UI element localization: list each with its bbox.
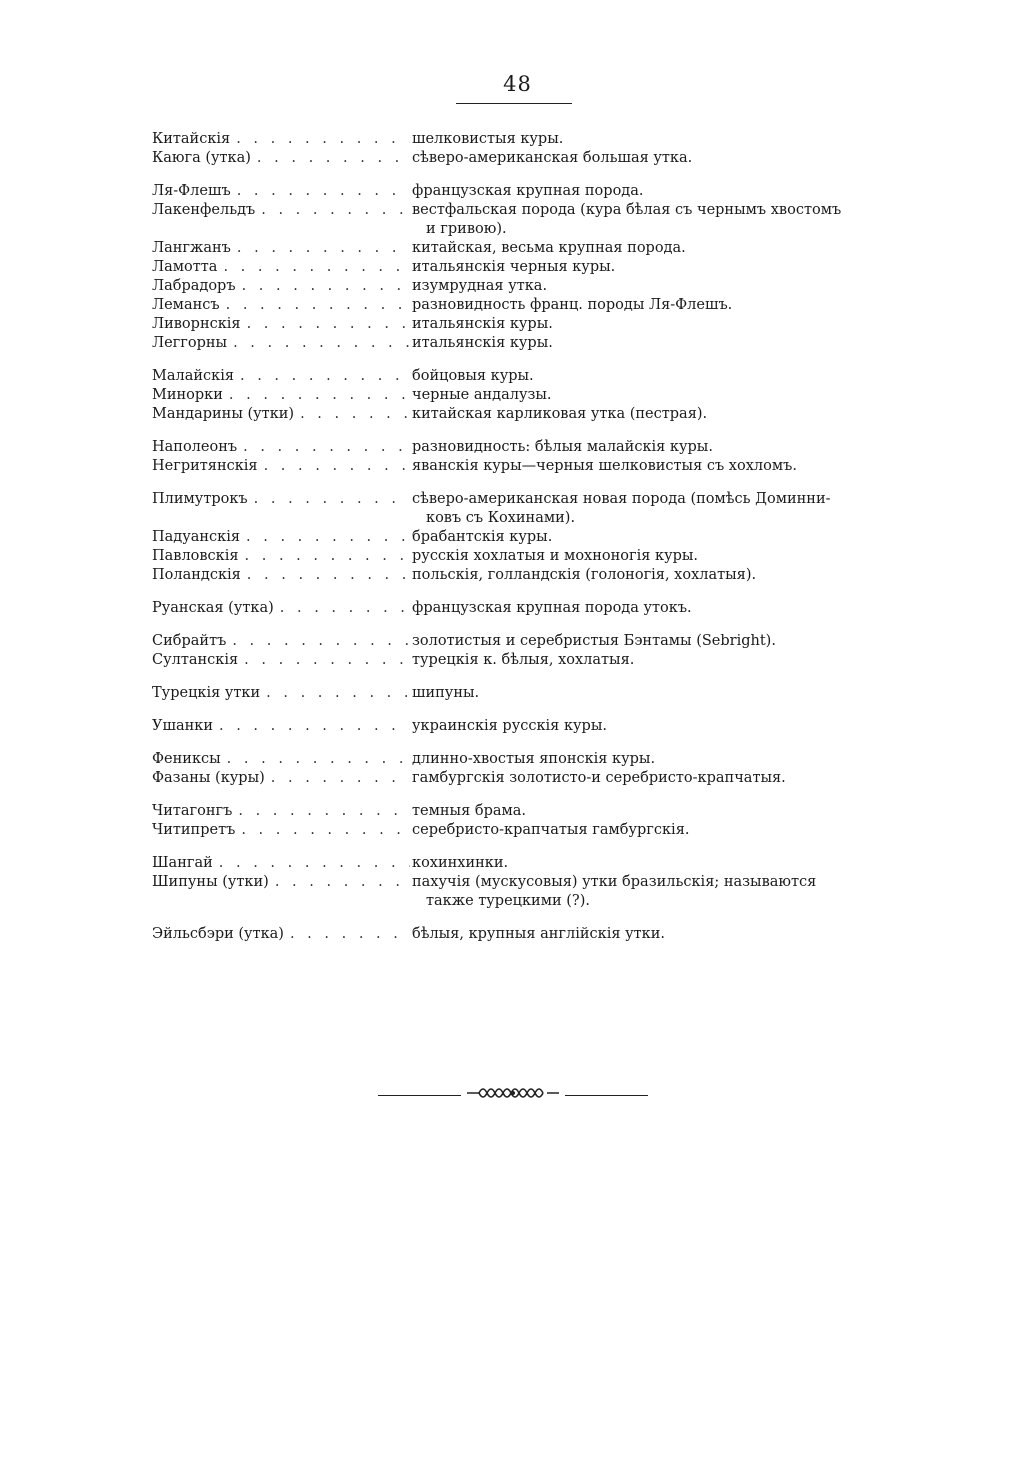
glossary-entry bbox=[152, 367, 892, 386]
entry-term-cell bbox=[152, 405, 410, 424]
entry-term-cell bbox=[152, 769, 410, 788]
entry-term-cell bbox=[152, 684, 410, 703]
entry-term-cell bbox=[152, 386, 410, 405]
dot-leader bbox=[261, 201, 410, 220]
dot-leader bbox=[242, 277, 410, 296]
entry-definition: бойцовыя куры. bbox=[412, 368, 534, 384]
entry-definition-continuation: также турецкими (?). bbox=[426, 893, 590, 909]
glossary-entry bbox=[152, 239, 892, 258]
glossary-entry bbox=[152, 750, 892, 769]
entry-definition-cell bbox=[410, 457, 892, 476]
header-rule bbox=[456, 103, 572, 104]
entry-definition: изумрудная утка. bbox=[412, 278, 548, 294]
glossary-entry bbox=[152, 632, 892, 651]
entry-term: Минорки bbox=[152, 387, 223, 403]
dot-leader bbox=[275, 873, 410, 892]
entry-term: Каюга (утка) bbox=[152, 150, 251, 166]
entry-term: Шипуны (утки) bbox=[152, 874, 269, 890]
entry-definition-cell bbox=[410, 315, 892, 334]
entry-term: Лабрадоръ bbox=[152, 278, 236, 294]
entry-term-cell bbox=[152, 717, 410, 736]
glossary-entry bbox=[152, 528, 892, 547]
entry-term: Сибрайтъ bbox=[152, 633, 227, 649]
dot-leader bbox=[300, 405, 410, 424]
dot-leader bbox=[219, 717, 410, 736]
entry-term: Читипретъ bbox=[152, 822, 236, 838]
entry-term-cell bbox=[152, 239, 410, 258]
glossary-entry bbox=[152, 182, 892, 201]
glossary-entry bbox=[152, 130, 892, 149]
entry-definition: украинскія русскія куры. bbox=[412, 718, 607, 734]
entry-group bbox=[152, 182, 892, 353]
dot-leader bbox=[232, 632, 410, 651]
entry-definition-cell bbox=[410, 651, 892, 670]
dot-leader bbox=[257, 149, 410, 168]
glossary-entry bbox=[152, 684, 892, 703]
entry-definition-cell bbox=[410, 438, 892, 457]
entry-term-cell bbox=[152, 750, 410, 769]
entry-term-cell bbox=[152, 457, 410, 476]
entry-definition-cell bbox=[410, 599, 892, 618]
entry-group bbox=[152, 130, 892, 168]
entry-term-cell bbox=[152, 490, 410, 509]
ornament-line-left bbox=[378, 1095, 461, 1096]
glossary-entry bbox=[152, 651, 892, 670]
entry-definition: турецкія к. бѣлыя, хохлатыя. bbox=[412, 652, 635, 668]
glossary-list bbox=[152, 130, 892, 958]
entry-term: Руанская (утка) bbox=[152, 600, 274, 616]
dot-leader bbox=[241, 821, 410, 840]
entry-definition: разновидность франц. породы Ля-Флешъ. bbox=[412, 297, 733, 313]
entry-term-cell bbox=[152, 821, 410, 840]
entry-group bbox=[152, 367, 892, 424]
entry-term-cell bbox=[152, 802, 410, 821]
glossary-entry bbox=[152, 334, 892, 353]
entry-definition-cell bbox=[410, 925, 892, 944]
entry-term-cell bbox=[152, 599, 410, 618]
entry-term: Лангжанъ bbox=[152, 240, 231, 256]
entry-definition-cell bbox=[410, 277, 892, 296]
dot-leader bbox=[240, 367, 410, 386]
dot-leader bbox=[271, 769, 410, 788]
dot-leader bbox=[227, 750, 410, 769]
glossary-entry bbox=[152, 821, 892, 840]
entry-group bbox=[152, 438, 892, 476]
entry-term: Ламотта bbox=[152, 259, 218, 275]
entry-term: Негритянскія bbox=[152, 458, 258, 474]
glossary-entry bbox=[152, 149, 892, 168]
dot-leader bbox=[290, 925, 410, 944]
entry-definition-cell bbox=[410, 201, 892, 239]
entry-definition: яванскія куры—черныя шелковистыя съ хохломъ. bbox=[412, 458, 797, 474]
entry-term-cell bbox=[152, 528, 410, 547]
entry-term-cell bbox=[152, 547, 410, 566]
entry-definition: сѣверо-американская новая порода (помѣсь Доминни- bbox=[412, 491, 831, 507]
entry-term-cell bbox=[152, 925, 410, 944]
entry-term: Ля-Флешъ bbox=[152, 183, 231, 199]
glossary-entry bbox=[152, 873, 892, 911]
entry-group bbox=[152, 632, 892, 670]
entry-term: Поландскія bbox=[152, 567, 241, 583]
entry-term: Фазаны (куры) bbox=[152, 770, 265, 786]
entry-definition-cell bbox=[410, 367, 892, 386]
entry-term: Эйльсбэри (утка) bbox=[152, 926, 284, 942]
entry-term: Шангай bbox=[152, 855, 213, 871]
entry-definition: серебристо-крапчатыя гамбургскія. bbox=[412, 822, 690, 838]
entry-definition-cell bbox=[410, 802, 892, 821]
glossary-entry bbox=[152, 925, 892, 944]
dot-leader bbox=[223, 258, 410, 277]
entry-group bbox=[152, 925, 892, 944]
entry-term: Ливорнскія bbox=[152, 316, 241, 332]
dot-leader bbox=[237, 182, 410, 201]
entry-definition-cell bbox=[410, 334, 892, 353]
entry-definition-cell bbox=[410, 490, 892, 528]
flourish-icon bbox=[465, 1082, 561, 1104]
entry-definition: китайская, весьма крупная порода. bbox=[412, 240, 686, 256]
entry-term-cell bbox=[152, 149, 410, 168]
entry-term-cell bbox=[152, 854, 410, 873]
entry-definition: итальянскія куры. bbox=[412, 335, 553, 351]
dot-leader bbox=[264, 457, 410, 476]
entry-term-cell bbox=[152, 296, 410, 315]
entry-definition: русскія хохлатыя и мохноногія куры. bbox=[412, 548, 699, 564]
glossary-entry bbox=[152, 717, 892, 736]
entry-term-cell bbox=[152, 201, 410, 220]
dot-leader bbox=[247, 566, 410, 585]
entry-term-cell bbox=[152, 258, 410, 277]
glossary-entry bbox=[152, 315, 892, 334]
entry-definition: французская крупная порода. bbox=[412, 183, 644, 199]
entry-term: Лемансъ bbox=[152, 297, 220, 313]
entry-definition-cell bbox=[410, 130, 892, 149]
entry-definition: темныя брама. bbox=[412, 803, 527, 819]
dot-leader bbox=[237, 239, 410, 258]
entry-definition: черные андалузы. bbox=[412, 387, 552, 403]
entry-term-cell bbox=[152, 651, 410, 670]
entry-term: Павловскія bbox=[152, 548, 239, 564]
entry-group bbox=[152, 684, 892, 703]
entry-term: Малайскія bbox=[152, 368, 234, 384]
glossary-entry bbox=[152, 854, 892, 873]
entry-term-cell bbox=[152, 632, 410, 651]
entry-definition-cell bbox=[410, 182, 892, 201]
entry-definition-cell bbox=[410, 547, 892, 566]
entry-definition: итальянскія куры. bbox=[412, 316, 553, 332]
entry-definition-cell bbox=[410, 632, 892, 651]
entry-term: Фениксы bbox=[152, 751, 221, 767]
glossary-entry bbox=[152, 547, 892, 566]
dot-leader bbox=[229, 386, 410, 405]
ornament-line-right bbox=[565, 1095, 648, 1096]
dot-leader bbox=[244, 651, 410, 670]
entry-definition: кохинхинки. bbox=[412, 855, 509, 871]
entry-term-cell bbox=[152, 182, 410, 201]
dot-leader bbox=[254, 490, 410, 509]
entry-term: Ушанки bbox=[152, 718, 213, 734]
entry-term-cell bbox=[152, 277, 410, 296]
glossary-entry bbox=[152, 258, 892, 277]
entry-term: Плимутрокъ bbox=[152, 491, 248, 507]
entry-group bbox=[152, 750, 892, 788]
entry-definition-cell bbox=[410, 296, 892, 315]
entry-definition: сѣверо-американская большая утка. bbox=[412, 150, 693, 166]
page-number: 48 bbox=[503, 72, 532, 96]
entry-definition-cell bbox=[410, 566, 892, 585]
entry-definition-cell bbox=[410, 386, 892, 405]
glossary-entry bbox=[152, 769, 892, 788]
entry-term: Леггорны bbox=[152, 335, 228, 351]
entry-definition-cell bbox=[410, 717, 892, 736]
entry-definition-continuation: и гривою). bbox=[426, 221, 507, 237]
entry-definition-continuation: ковъ съ Кохинами). bbox=[426, 510, 576, 526]
entry-term-cell bbox=[152, 438, 410, 457]
entry-definition: разновидность: бѣлыя малайскія куры. bbox=[412, 439, 713, 455]
entry-definition: брабантскія куры. bbox=[412, 529, 553, 545]
dot-leader bbox=[243, 438, 410, 457]
entry-term-cell bbox=[152, 873, 410, 892]
entry-definition: шелковистыя куры. bbox=[412, 131, 564, 147]
dot-leader bbox=[238, 802, 410, 821]
glossary-entry bbox=[152, 490, 892, 528]
dot-leader bbox=[245, 547, 410, 566]
glossary-entry bbox=[152, 277, 892, 296]
dot-leader bbox=[226, 296, 410, 315]
entry-definition: французская крупная порода утокъ. bbox=[412, 600, 692, 616]
entry-term-cell bbox=[152, 130, 410, 149]
entry-definition: китайская карликовая утка (пестрая). bbox=[412, 406, 708, 422]
entry-term: Наполеонъ bbox=[152, 439, 238, 455]
entry-definition-cell bbox=[410, 750, 892, 769]
glossary-entry bbox=[152, 802, 892, 821]
entry-term-cell bbox=[152, 367, 410, 386]
entry-definition: золотистыя и серебристыя Бэнтамы (Sebright). bbox=[412, 633, 776, 649]
entry-definition: вестфальская порода (кура бѣлая съ чернымъ хвостомъ bbox=[412, 202, 842, 218]
entry-definition: гамбургскія золотисто-и серебристо-крапчатыя. bbox=[412, 770, 786, 786]
entry-term-cell bbox=[152, 315, 410, 334]
glossary-entry bbox=[152, 405, 892, 424]
entry-definition-cell bbox=[410, 769, 892, 788]
entry-group bbox=[152, 717, 892, 736]
glossary-entry bbox=[152, 566, 892, 585]
entry-term: Турецкія утки bbox=[152, 685, 261, 701]
glossary-entry bbox=[152, 201, 892, 239]
entry-term: Лакенфельдъ bbox=[152, 202, 256, 218]
glossary-entry bbox=[152, 438, 892, 457]
entry-definition-cell bbox=[410, 528, 892, 547]
entry-definition: шипуны. bbox=[412, 685, 480, 701]
dot-leader bbox=[247, 315, 410, 334]
entry-definition: итальянскія черныя куры. bbox=[412, 259, 616, 275]
entry-definition-cell bbox=[410, 405, 892, 424]
entry-definition-cell bbox=[410, 873, 892, 911]
glossary-entry bbox=[152, 599, 892, 618]
entry-definition-cell bbox=[410, 821, 892, 840]
entry-definition: пахучія (мускусовыя) утки бразильскія; называются bbox=[412, 874, 817, 890]
entry-definition-cell bbox=[410, 239, 892, 258]
entry-group bbox=[152, 599, 892, 618]
entry-term-cell bbox=[152, 566, 410, 585]
entry-definition-cell bbox=[410, 149, 892, 168]
glossary-entry bbox=[152, 457, 892, 476]
entry-definition: бѣлыя, крупныя англійскія утки. bbox=[412, 926, 665, 942]
entry-definition: длинно-хвостыя японскія куры. bbox=[412, 751, 656, 767]
entry-definition-cell bbox=[410, 854, 892, 873]
glossary-entry bbox=[152, 386, 892, 405]
entry-group bbox=[152, 802, 892, 840]
dot-leader bbox=[219, 854, 410, 873]
dot-leader bbox=[280, 599, 410, 618]
dot-leader bbox=[246, 528, 410, 547]
entry-definition-cell bbox=[410, 258, 892, 277]
entry-definition: польскія, голландскія (голоногія, хохлатыя). bbox=[412, 567, 757, 583]
entry-term: Султанскія bbox=[152, 652, 239, 668]
end-ornament bbox=[378, 1083, 648, 1107]
entry-term-cell bbox=[152, 334, 410, 353]
entry-group bbox=[152, 490, 892, 585]
dot-leader bbox=[236, 130, 410, 149]
dot-leader bbox=[266, 684, 410, 703]
entry-group bbox=[152, 854, 892, 911]
dot-leader bbox=[233, 334, 410, 353]
entry-term: Падуанскія bbox=[152, 529, 241, 545]
glossary-entry bbox=[152, 296, 892, 315]
entry-definition-cell bbox=[410, 684, 892, 703]
entry-term: Читагонгъ bbox=[152, 803, 233, 819]
entry-term: Китайскія bbox=[152, 131, 231, 147]
entry-term: Мандарины (утки) bbox=[152, 406, 295, 422]
ornament-flourish bbox=[461, 1082, 565, 1108]
